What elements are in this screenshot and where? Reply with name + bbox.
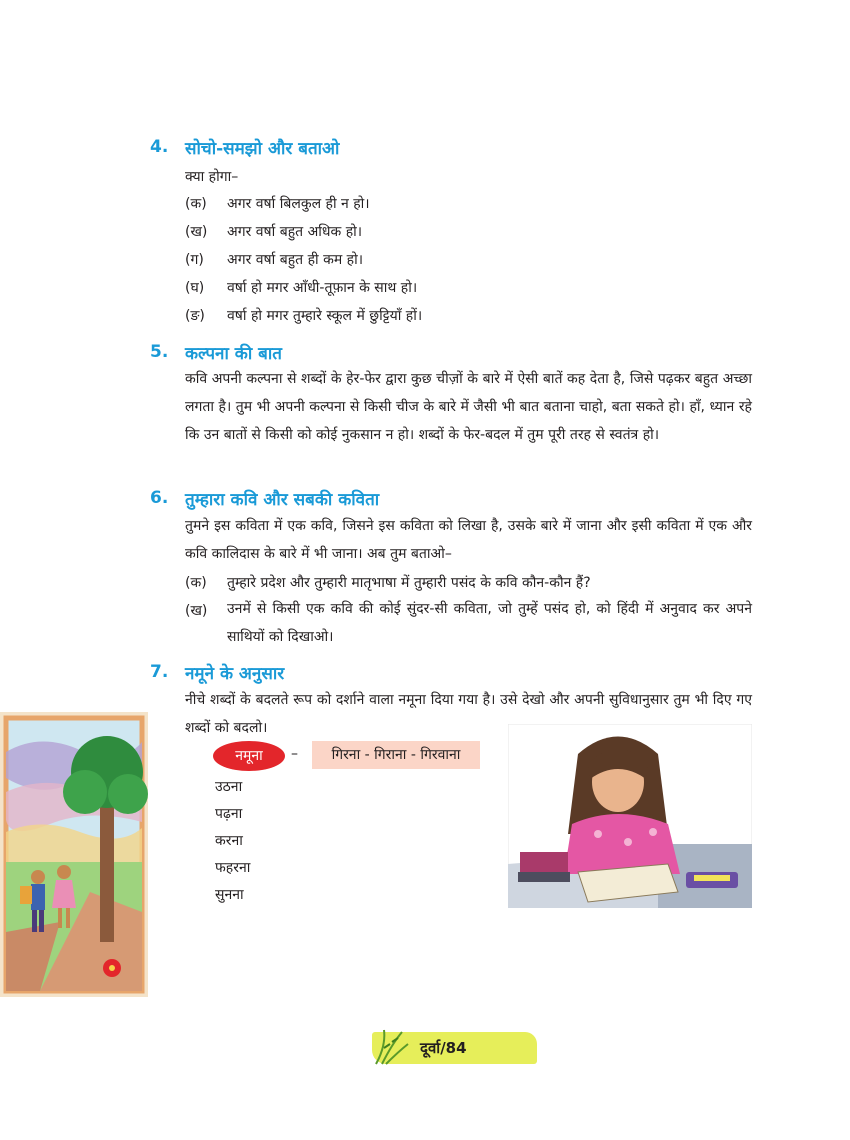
girl-reading-illustration (508, 724, 752, 908)
s4-item-label: (क) (185, 196, 207, 212)
s4-item-text: वर्षा हो मगर तुम्हारे स्कूल में छुट्टियाँ हों। (227, 308, 423, 324)
s4-item-label: (ग) (185, 252, 204, 268)
s4-item-text: अगर वर्षा बहुत ही कम हो। (227, 252, 364, 268)
s4-item-text: अगर वर्षा बिलकुल ही न हो। (227, 196, 370, 212)
page-number: दूर्वा/84 (420, 1039, 467, 1057)
sample-dash: – (291, 746, 298, 762)
grass-icon (372, 1026, 412, 1066)
section-5-paragraph: कवि अपनी कल्पना से शब्दों के हेर-फेर द्वारा कुछ चीज़ों के बारे में ऐसी बातें कह देता है, जिसे पढ़कर बहुत अच्छा लगता है। तुम भी अपनी कल्पना से किसी चीज के बारे में जैसी भी बात बताना चाहो, बता सकते हो। हाँ, ध्यान रहे कि उन बातों से किसी को कोई नुकसान न हो। शब्दों के फेर-बदल में तुम पूरी तरह से स्वतंत्र हो। (185, 371, 752, 443)
children-walking-illustration (0, 712, 148, 997)
section-6-paragraph: तुमने इस कविता में एक कवि, जिसने इस कविता को लिखा है, उसके बारे में जाना और इसी कविता में एक और कवि कालिदास के बारे में भी जाना। अब तुम बताओ– (185, 518, 752, 562)
section-5-number: 5. (150, 342, 169, 362)
word-list-item: करना (215, 833, 243, 849)
section-7-paragraph: नीचे शब्दों के बदलते रूप को दर्शाने वाला नमूना दिया गया है। उसे देखो और अपनी सुविधानुसार तुम भी दिए गए शब्दों को बदलो। (185, 692, 752, 736)
word-list-item: पढ़ना (215, 806, 243, 822)
s4-item-text: वर्षा हो मगर आँधी-तूफ़ान के साथ हो। (227, 280, 418, 296)
section-7-title: नमूने के अनुसार (185, 664, 285, 684)
s4-item-label: (ङ) (185, 308, 205, 324)
section-4-title: सोचो-समझो और बताओ (185, 139, 340, 159)
s6-item-label: (क) (185, 575, 207, 591)
sample-value: गिरना - गिराना - गिरवाना (312, 741, 480, 769)
word-list-item: फहरना (215, 860, 251, 876)
word-list-item: उठना (215, 779, 243, 795)
word-list-item: सुनना (215, 887, 244, 903)
s6-item-text: उनमें से किसी एक कवि की कोई सुंदर-सी कविता, जो तुम्हें पसंद हो, को हिंदी में अनुवाद कर अपने साथियों को दिखाओ। (227, 601, 752, 645)
s4-item-label: (घ) (185, 280, 205, 296)
section-4-prompt: क्या होगा– (185, 169, 239, 185)
s4-item-text: अगर वर्षा बहुत अधिक हो। (227, 224, 363, 240)
section-5-title: कल्पना की बात (185, 344, 282, 364)
sample-badge: नमूना (213, 741, 285, 771)
s4-item-label: (ख) (185, 224, 208, 240)
section-6-title: तुम्हारा कवि और सबकी कविता (185, 490, 380, 510)
s6-item-text: तुम्हारे प्रदेश और तुम्हारी मातृभाषा में तुम्हारी पसंद के कवि कौन-कौन हैं? (227, 575, 591, 591)
section-6-number: 6. (150, 488, 169, 508)
s6-item-label: (ख) (185, 603, 208, 619)
section-7-number: 7. (150, 662, 169, 682)
section-4-number: 4. (150, 137, 169, 157)
